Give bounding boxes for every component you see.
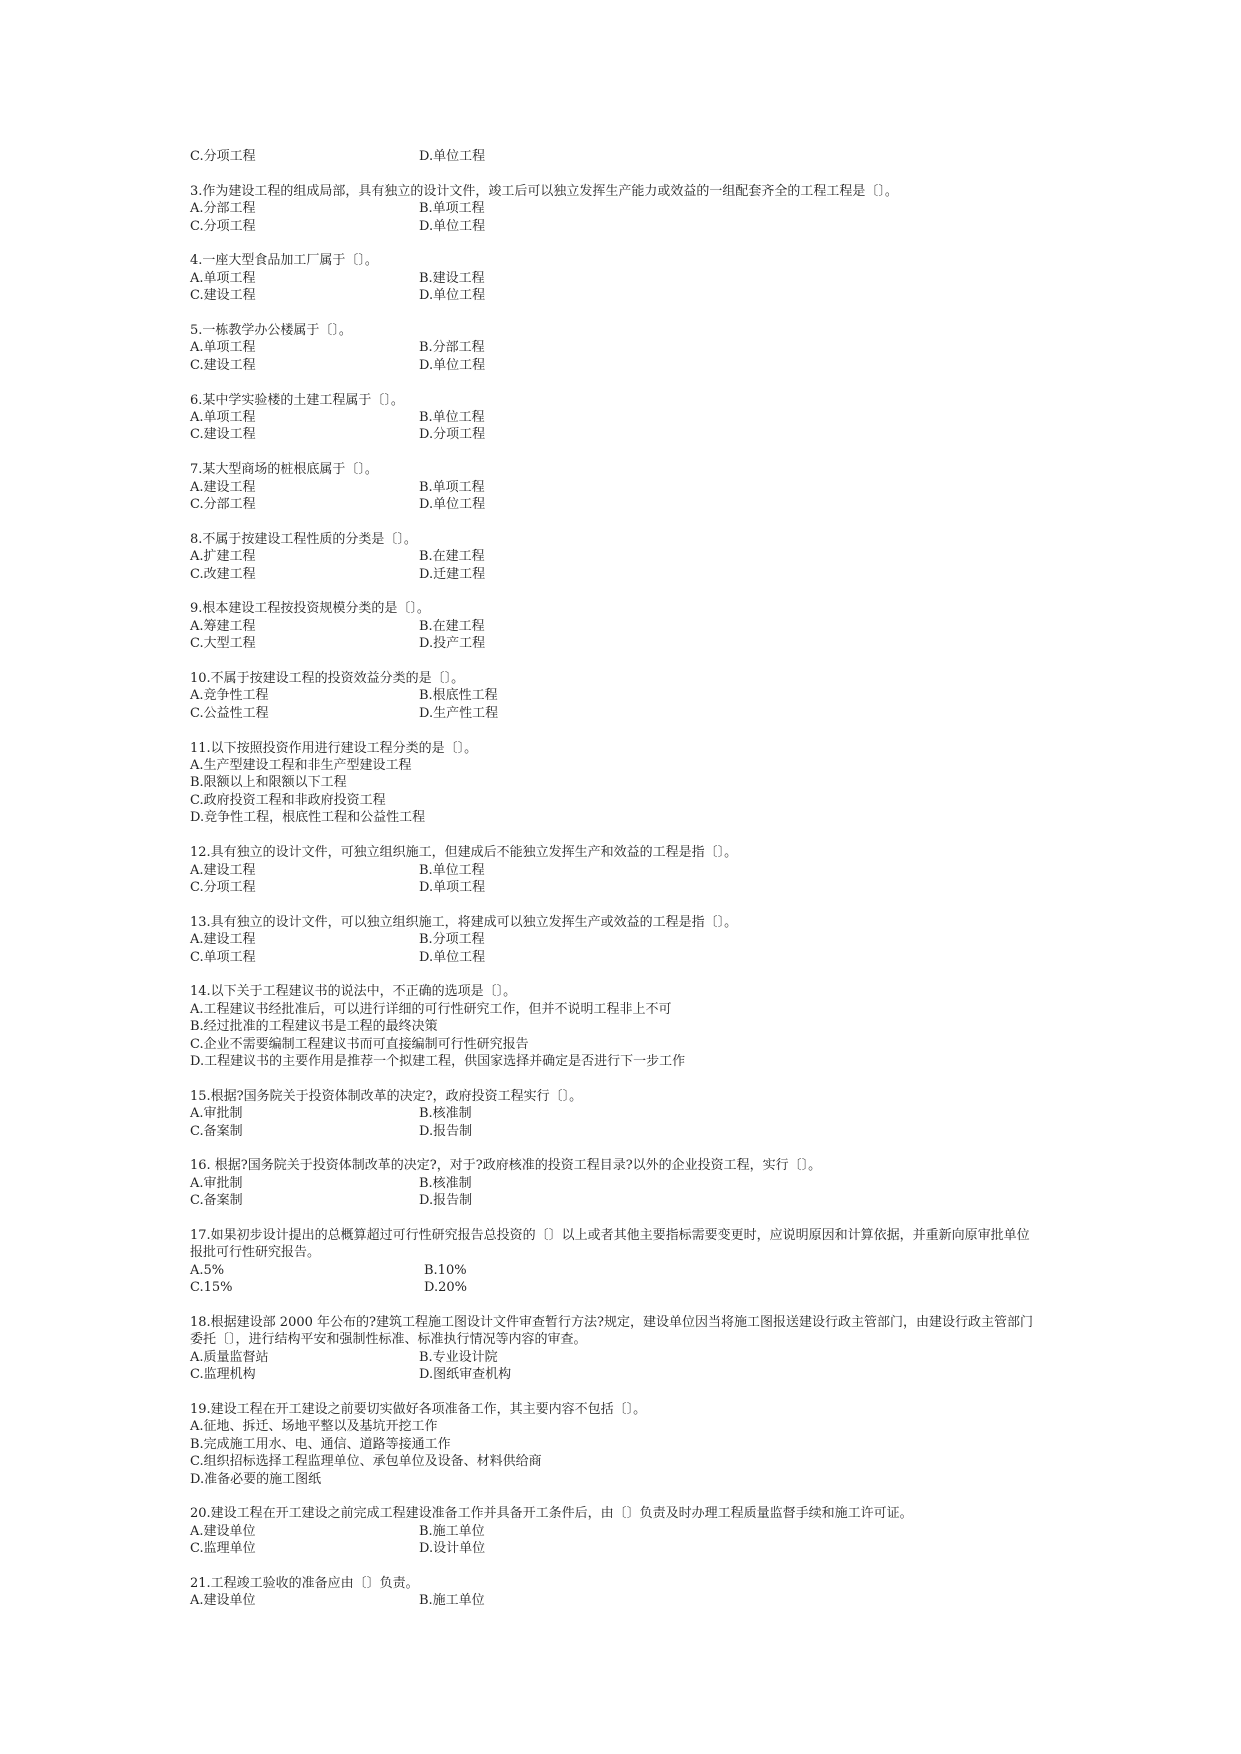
option-row xyxy=(190,1192,1070,1209)
question-block xyxy=(190,1157,1070,1209)
option-a: A.审批制 xyxy=(190,1106,243,1122)
question-text: 20.建设工程在开工建设之前完成工程建设准备工作并具备开工条件后，由〔〕负责及时办理工程质量监督手续和施工许可证。 xyxy=(190,1506,913,1522)
question-block xyxy=(190,844,1070,896)
option-d: D.单位工程 xyxy=(419,357,486,373)
question-text: 16. 根据?国务院关于投资体制改革的决定?，对于?政府核准的投资工程目录?以外的企业投资工程，实行〔〕。 xyxy=(190,1158,822,1174)
option-c: C.15% xyxy=(190,1280,233,1296)
option-b: B.限额以上和限额以下工程 xyxy=(190,775,347,791)
option-d: D.报告制 xyxy=(419,1123,473,1139)
option-b: B.在建工程 xyxy=(419,618,485,634)
question-block xyxy=(190,670,1070,722)
option-c: C.建设工程 xyxy=(190,357,256,373)
option-c: C.建设工程 xyxy=(190,427,256,443)
option-row xyxy=(190,409,1070,426)
question-text: 4.一座大型食品加工厂属于〔〕。 xyxy=(190,253,378,269)
option-a: A.竞争性工程 xyxy=(190,688,269,704)
option-d: D.工程建议书的主要作用是推荐一个拟建工程，供国家选择并确定是否进行下一步工作 xyxy=(190,1053,686,1069)
option-row xyxy=(190,1123,1070,1140)
option-a: A.筹建工程 xyxy=(190,618,256,634)
question-text: 11.以下按照投资作用进行建设工程分类的是〔〕。 xyxy=(190,740,478,756)
option-row xyxy=(190,496,1070,513)
option-a: A.建设单位 xyxy=(190,1523,256,1539)
option-row xyxy=(190,357,1070,374)
option-c: C.分项工程 xyxy=(190,149,256,164)
question-block xyxy=(190,148,1070,165)
option-b: B.在建工程 xyxy=(419,549,485,565)
option-d: D.单位工程 xyxy=(419,949,486,965)
option-a: A.分部工程 xyxy=(190,201,256,217)
option-d: D.单位工程 xyxy=(419,218,486,234)
option-c: C.监理单位 xyxy=(190,1541,256,1557)
option-a: A.建设工程 xyxy=(190,862,256,878)
option-c: C.建设工程 xyxy=(190,288,256,304)
question-block xyxy=(190,252,1070,304)
option-b: B.施工单位 xyxy=(419,1593,485,1609)
question-text: 13.具有独立的设计文件，可以独立组织施工，将建成可以独立发挥生产或效益的工程是指〔〕。 xyxy=(190,914,738,930)
option-row xyxy=(190,339,1070,356)
question-block xyxy=(190,1575,1070,1610)
question-text: 18.根据建设部 2000 年公布的?建筑工程施工图设计文件审查暂行方法?规定，建设单位因当将施工图报送建设行政主管部门，由建设行政主管部门 xyxy=(190,1314,1033,1330)
option-row xyxy=(190,687,1070,704)
option-row xyxy=(190,1279,1070,1296)
option-row xyxy=(190,879,1070,896)
option-d: D.竞争性工程，根底性工程和公益性工程 xyxy=(190,810,426,826)
option-b: B.建设工程 xyxy=(419,270,485,286)
option-b: B.单项工程 xyxy=(419,201,485,217)
question-block xyxy=(190,914,1070,966)
option-a: A.扩建工程 xyxy=(190,549,256,565)
option-c: C.企业不需要编制工程建议书而可直接编制可行性研究报告 xyxy=(190,1036,529,1052)
question-text: 8.不属于按建设工程性质的分类是〔〕。 xyxy=(190,531,417,547)
option-a: A.质量监督站 xyxy=(190,1349,269,1365)
option-c: C.分部工程 xyxy=(190,497,256,513)
option-d: D.单位工程 xyxy=(419,497,486,513)
option-a: A.建设工程 xyxy=(190,932,256,948)
option-b: B.单位工程 xyxy=(419,862,485,878)
option-c: C.单项工程 xyxy=(190,949,256,965)
option-b: B.完成施工用水、电、通信、道路等接通工作 xyxy=(190,1436,451,1452)
option-d: D.20% xyxy=(424,1280,467,1296)
option-row xyxy=(190,635,1070,652)
option-row xyxy=(190,1540,1070,1557)
question-block xyxy=(190,1088,1070,1140)
option-row xyxy=(190,1592,1070,1609)
option-b: B.分项工程 xyxy=(419,932,485,948)
option-d: D.生产性工程 xyxy=(419,705,499,721)
option-a: A.生产型建设工程和非生产型建设工程 xyxy=(190,758,412,774)
option-a: A.单项工程 xyxy=(190,410,256,426)
question-text: 7.某大型商场的桩根底属于〔〕。 xyxy=(190,462,378,478)
option-d: D.迁建工程 xyxy=(419,566,486,582)
option-b: B.核准制 xyxy=(419,1175,472,1191)
option-d: D.报告制 xyxy=(419,1193,473,1209)
option-d: D.准备必要的施工图纸 xyxy=(190,1471,322,1487)
question-text: 17.如果初步设计提出的总概算超过可行性研究报告总投资的〔〕以上或者其他主要指标需要变更时，应说明原因和计算依据，并重新向原审批单位 xyxy=(190,1227,1030,1243)
option-row xyxy=(190,566,1070,583)
option-c: C.政府投资工程和非政府投资工程 xyxy=(190,792,386,808)
option-row xyxy=(190,1349,1070,1366)
option-c: C.组织招标选择工程监理单位、承包单位及设备、材料供给商 xyxy=(190,1454,542,1470)
question-text: 15.根据?国务院关于投资体制改革的决定?，政府投资工程实行〔〕。 xyxy=(190,1088,583,1104)
option-a: A.建设单位 xyxy=(190,1593,256,1609)
option-row xyxy=(190,548,1070,565)
option-c: C.公益性工程 xyxy=(190,705,269,721)
option-d: D.单位工程 xyxy=(419,149,486,164)
option-c: C.大型工程 xyxy=(190,636,256,652)
option-d: D.单位工程 xyxy=(419,288,486,304)
question-text: 10.不属于按建设工程的投资效益分类的是〔〕。 xyxy=(190,671,465,687)
question-block xyxy=(190,183,1070,235)
question-text-continued: 报批可行性研究报告。 xyxy=(190,1245,321,1261)
option-row xyxy=(190,949,1070,966)
option-row xyxy=(190,426,1070,443)
option-d: D.设计单位 xyxy=(419,1541,486,1557)
option-row xyxy=(190,1523,1070,1540)
option-b: B.单位工程 xyxy=(419,410,485,426)
question-block xyxy=(190,392,1070,444)
option-b: B.专业设计院 xyxy=(419,1349,498,1365)
option-row xyxy=(190,287,1070,304)
option-c: C.分项工程 xyxy=(190,218,256,234)
option-row xyxy=(190,705,1070,722)
option-a: A.建设工程 xyxy=(190,479,256,495)
question-block xyxy=(190,1227,1070,1297)
question-text: 14.以下关于工程建议书的说法中，不正确的选项是〔〕。 xyxy=(190,984,517,1000)
option-row xyxy=(190,218,1070,235)
option-row xyxy=(190,270,1070,287)
question-block xyxy=(190,1314,1070,1384)
question-block xyxy=(190,600,1070,652)
option-b: B.10% xyxy=(424,1262,467,1278)
question-text: 3.作为建设工程的组成局部，具有独立的设计文件，竣工后可以独立发挥生产能力或效益的一组配套齐全的工程工程是〔〕。 xyxy=(190,183,898,199)
option-a: A.单项工程 xyxy=(190,270,256,286)
option-row xyxy=(190,1262,1070,1279)
option-a: A.5% xyxy=(190,1262,225,1278)
question-text-continued: 委托〔〕，进行结构平安和强制性标准、标准执行情况等内容的审查。 xyxy=(190,1332,587,1348)
option-row xyxy=(190,1175,1070,1192)
option-a: A.征地、拆迁、场地平整以及基坑开挖工作 xyxy=(190,1419,438,1435)
option-d: D.图纸审查机构 xyxy=(419,1367,512,1383)
option-row xyxy=(190,148,1070,165)
option-c: C.分项工程 xyxy=(190,879,256,895)
question-block xyxy=(190,983,1070,1070)
question-text: 12.具有独立的设计文件，可独立组织施工，但建成后不能独立发挥生产和效益的工程是指〔〕。 xyxy=(190,845,738,861)
option-b: B.经过批准的工程建议书是工程的最终决策 xyxy=(190,1019,438,1035)
option-row xyxy=(190,931,1070,948)
question-text: 19.建设工程在开工建设之前要切实做好各项准备工作，其主要内容不包括〔〕。 xyxy=(190,1401,647,1417)
question-text: 21.工程竣工验收的准备应由〔〕负责。 xyxy=(190,1576,419,1592)
question-text: 5.一栋教学办公楼属于〔〕。 xyxy=(190,323,352,339)
option-a: A.单项工程 xyxy=(190,340,256,356)
option-row xyxy=(190,200,1070,217)
question-block xyxy=(190,322,1070,374)
option-c: C.改建工程 xyxy=(190,566,256,582)
option-row xyxy=(190,618,1070,635)
option-b: B.单项工程 xyxy=(419,479,485,495)
option-c: C.备案制 xyxy=(190,1193,243,1209)
option-d: D.单项工程 xyxy=(419,879,486,895)
option-d: D.分项工程 xyxy=(419,427,486,443)
option-c: C.监理机构 xyxy=(190,1367,256,1383)
option-d: D.投产工程 xyxy=(419,636,486,652)
question-block xyxy=(190,461,1070,513)
question-block xyxy=(190,740,1070,827)
question-text: 9.根本建设工程按投资规模分类的是〔〕。 xyxy=(190,601,430,617)
exam-document xyxy=(190,148,1070,1627)
option-a: A.工程建议书经批准后，可以进行详细的可行性研究工作，但并不说明工程非上不可 xyxy=(190,1001,672,1017)
option-a: A.审批制 xyxy=(190,1175,243,1191)
option-b: B.核准制 xyxy=(419,1106,472,1122)
option-row xyxy=(190,1105,1070,1122)
option-row xyxy=(190,1366,1070,1383)
option-b: B.施工单位 xyxy=(419,1523,485,1539)
option-b: B.根底性工程 xyxy=(419,688,498,704)
option-b: B.分部工程 xyxy=(419,340,485,356)
question-text: 6.某中学实验楼的土建工程属于〔〕。 xyxy=(190,392,404,408)
option-row xyxy=(190,862,1070,879)
option-c: C.备案制 xyxy=(190,1123,243,1139)
question-block xyxy=(190,1505,1070,1557)
question-block xyxy=(190,531,1070,583)
question-block xyxy=(190,1401,1070,1488)
option-row xyxy=(190,479,1070,496)
